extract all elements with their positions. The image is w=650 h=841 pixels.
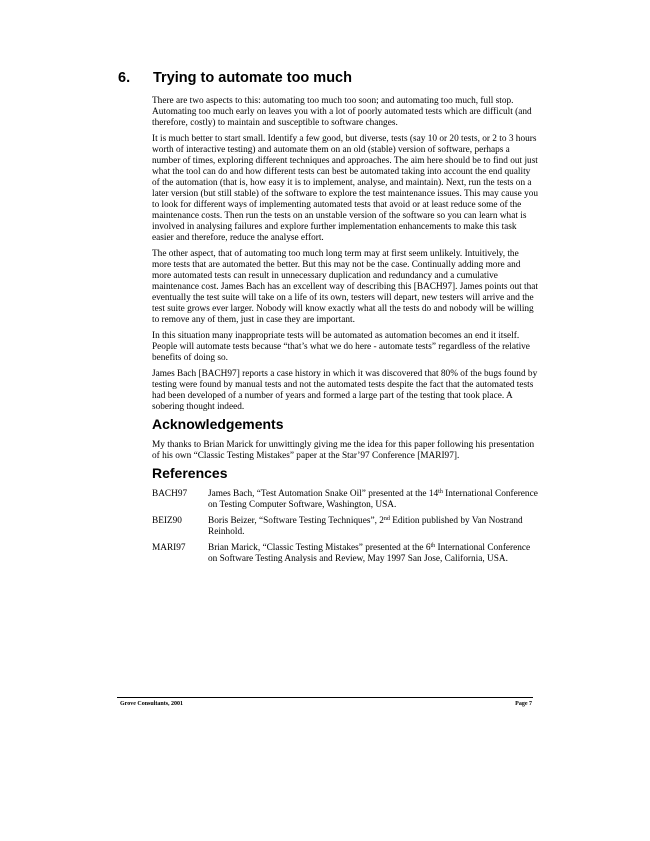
- paragraph: The other aspect, that of automating too much long term may at first seem unlikely. Intuitively, the more tests that are automated the better. But this may not be the case. Continually adding more and more automated tests can result in unnecessary duplication and redundancy and a cumulative maintenance cost. James Bach has an excellent way of describing this [BACH97]. James points out that eventually the test suite will take on a life of its own, testers will depart, new testers will arrive and the test suite grows ever larger. Nobody will know exactly what all the tests do and nobody will be willing to remove any of them, just in case they are important.: [152, 249, 538, 325]
- reference-item: [152, 489, 540, 511]
- reference-item: [152, 543, 540, 565]
- reference-text-part: International Conference on Testing Computer Software, Washington, USA.: [208, 489, 538, 510]
- reference-text: [208, 516, 540, 538]
- references-heading: References: [152, 465, 228, 481]
- reference-key: BEIZ90: [152, 516, 182, 526]
- ordinal-suffix: th: [438, 489, 443, 495]
- ordinal-suffix: nd: [383, 516, 390, 522]
- section-title: Trying to automate too much: [153, 70, 352, 86]
- paragraph: There are two aspects to this: automating too much too soon; and automating too much, full stop. Automating too much early on leaves you with a lot of poorly automated tests which are difficult (and therefore, costly) to maintain and susceptible to software changes.: [152, 96, 532, 128]
- section-heading: [118, 70, 352, 86]
- reference-text-part: Boris Beizer, “Software Testing Techniques”, 2: [208, 516, 384, 526]
- reference-text-part: Brian Marick, “Classic Testing Mistakes” presented at the 6: [208, 543, 431, 553]
- reference-key: BACH97: [152, 489, 188, 499]
- ordinal-suffix: th: [430, 543, 436, 549]
- reference-text-part: James Bach, “Test Automation Snake Oil” presented at the 14: [208, 489, 439, 499]
- acknowledgements-text: My thanks to Brian Marick for unwittingly giving me the idea for this paper following his presentation of his own “Classic Testing Mistakes” paper at the Star’97 Conference [MARI97].: [152, 440, 535, 461]
- paragraph: It is much better to start small. Identify a few good, but diverse, tests (say 10 or 20 tests, or 2 to 3 hours worth of interactive testing) and automate them on an old (stable) version of software, perhaps a number of times, exploring different techniques and approaches. The aim here should be to find out just what the tool can do and how different tests can best be automated taking into account the end quality of the automation (that is, how easy it is to implement, analyse, and maintain). Next, run the tests on a later version (but still stable) of the software to explore the test maintenance issues. This may cause you to look for different ways of implementing automated tests that avoid or at least reduce some of the maintenance costs. Then run the tests on an unstable version of the software so you can learn what is involved in analysing failures and explore further implementation enhancements to make this task easier and therefore, reduce the analyse effort.: [152, 134, 539, 243]
- page-number: Page 7: [515, 701, 532, 707]
- paragraph: James Bach [BACH97] reports a case history in which it was discovered that 80% of the bugs found by testing were found by manual tests and not the automated tests despite the fact that the automated tests had been developed of a number of years and formed a large part of the testing that took place. A sobering thought indeed.: [152, 369, 538, 412]
- footer-rule: [117, 697, 533, 698]
- reference-text: [208, 543, 540, 565]
- reference-text-part: Edition published by Van Nostrand Reinhold.: [208, 516, 523, 537]
- reference-text-part: International Conference on Software Testing Analysis and Review, May 1997 San Jose, California, USA.: [208, 543, 531, 564]
- footer-copyright: Grove Consultants, 2001: [120, 701, 184, 707]
- page-footer: [120, 701, 532, 707]
- paragraph: In this situation many inappropriate tests will be automated as automation becomes an end it itself. People will automate tests because “that’s what we do here - automate tests” regardless of the relative benefits of doing so.: [152, 331, 530, 363]
- section-body: [152, 96, 540, 570]
- reference-text: [208, 489, 540, 511]
- acknowledgements-heading: Acknowledgements: [152, 416, 284, 432]
- section-number: 6.: [118, 70, 131, 86]
- reference-item: [152, 516, 540, 538]
- reference-key: MARI97: [152, 543, 186, 553]
